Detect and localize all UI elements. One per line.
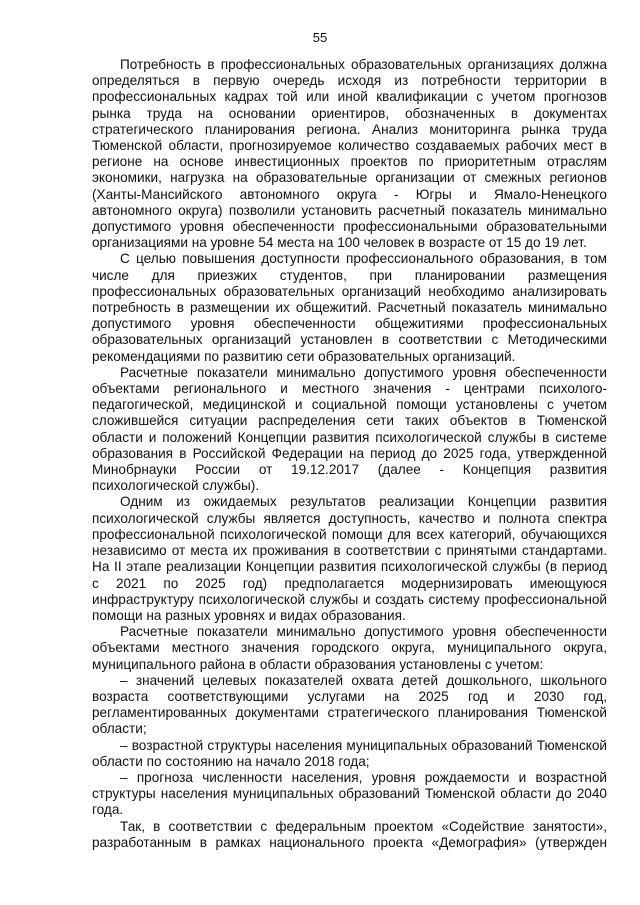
list-item-population-forecast: – прогноза численности населения, уровня рождаемости и возрастной структуры населения муниципальных образований Тюменской области до 2040 года. [92,769,607,818]
list-item-target-values: – значений целевых показателей охвата детей дошкольного, школьного возраста соответствующими услугами на 2025 год и 2030 год, регламентированных документами стратегического планирования Тюменской области; [92,672,607,737]
paragraph-concept-results: Одним из ожидаемых результатов реализации Концепции развития психологической службы является доступность, качество и полнота спектра профессиональной психологической помощи для всех категорий, обучающихся независимо от места их проживания в соответствии с принятыми стандартами. На II этапе реализации Концепции развития психологической службы (в период с 2021 по 2025 год) предполагается модернизировать имеющуюся инфраструктуру психологической службы и создать систему профессиональной помощи на разных уровнях и видах образования. [92,494,607,623]
paragraph-psych-centers: Расчетные показатели минимально допустимого уровня обеспеченности объектами регионального и местного значения - центрами психолого-педагогической, медицинской и социальной помощи установлены с учетом сложившейся ситуации распределения сети таких объектов в Тюменской области и положений Концепции развития психологической службы в системе образования в Российской Федерации на период до 2025 года, утвержденной Минобрнауки России от 19.12.2017 (далее - Концепция развития психологической службы). [92,364,607,494]
paragraph-municipal-indicators: Расчетные показатели минимально допустимого уровня обеспеченности объектами местного значения городского округа, муниципального округа, муниципального района в области образования установлены с учетом: [92,624,607,672]
paragraph-vocational-need: Потребность в профессиональных образовательных организациях должна определяться в первую очередь исходя из потребности территории в профессиональных кадрах той или иной квалификации с учетом прогнозов рынка труда на основании ориентиров, обозначенных в документах стратегического планирования региона. Анализ мониторинга рынка труда Тюменской области, прогнозируемое количество создаваемых рабочих мест в регионе на основе инвестиционных проектов по приоритетным отраслям экономики, нагрузка на образовательные организации от смежных регионов (Ханты-Мансийского автономного округа - Югры и Ямало-Ненецкого автономного округа) позволили установить расчетный показатель минимально допустимого уровня обеспеченности профессиональными образовательными организациями на уровне 54 места на 100 человек в возрасте от 15 до 19 лет. [92,57,607,251]
paragraph-federal-project: Так, в соответствии с федеральным проектом «Содействие занятости», разработанным в рамках национального проекта «Демография» (утвержден [92,818,607,850]
page-body [92,57,607,851]
paragraph-dormitories: С целью повышения доступности профессионального образования, в том числе для приезжих студентов, при планировании размещения профессиональных образовательных организаций необходимо анализировать потребность в размещении их общежитий. Расчетный показатель минимально допустимого уровня обеспеченности общежитиями профессиональных образовательных организаций установлен в соответствии с Методическими рекомендациями по развитию сети образовательных организаций. [92,251,607,364]
list-item-age-structure: – возрастной структуры населения муниципальных образований Тюменской области по состоянию на начало 2018 года; [92,737,607,769]
page-number: 55 [312,30,328,45]
